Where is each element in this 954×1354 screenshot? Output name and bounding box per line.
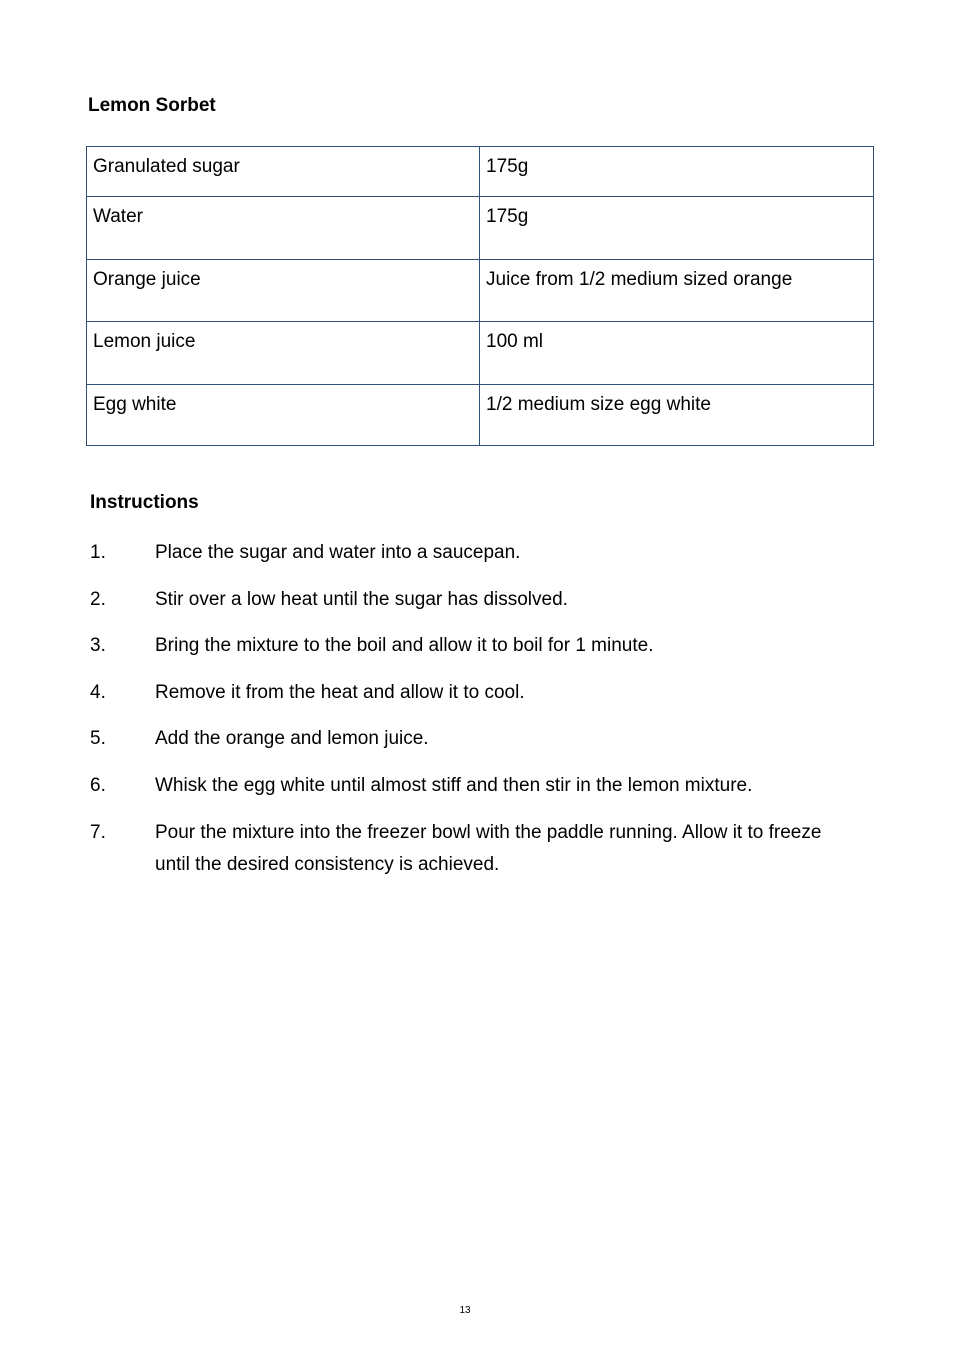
ingredient-amount: 1/2 medium size egg white — [480, 385, 874, 446]
step-number: 1. — [90, 542, 106, 563]
list-item — [90, 817, 860, 881]
table-row — [87, 260, 874, 322]
step-number: 7. — [90, 821, 106, 843]
step-number: 6. — [90, 774, 106, 796]
ingredient-amount: 175g — [480, 197, 874, 260]
step-text: Pour the mixture into the freezer bowl with the paddle running. Allow it to freeze until the desired consistency is achieved. — [155, 821, 822, 875]
step-number: 4. — [90, 681, 106, 703]
list-item — [90, 630, 860, 662]
list-item — [90, 537, 860, 569]
page-number: 13 — [459, 1305, 471, 1316]
ingredient-amount: Juice from 1/2 medium sized orange — [480, 260, 874, 322]
list-item — [90, 677, 860, 709]
table-row — [87, 147, 874, 197]
ingredient-name: Water — [87, 197, 480, 260]
list-item — [90, 723, 860, 755]
ingredient-amount: 175g — [480, 147, 874, 197]
ingredient-name: Orange juice — [87, 260, 480, 322]
ingredients-table — [86, 146, 874, 446]
recipe-title: Lemon Sorbet — [88, 95, 216, 116]
step-text: Place the sugar and water into a saucepan. — [155, 542, 521, 563]
step-number: 5. — [90, 728, 106, 750]
step-text: Add the orange and lemon juice. — [155, 728, 429, 750]
instructions-heading: Instructions — [90, 492, 199, 513]
ingredient-name: Granulated sugar — [87, 147, 480, 197]
step-text: Remove it from the heat and allow it to cool. — [155, 681, 525, 703]
ingredient-name: Lemon juice — [87, 322, 480, 385]
step-number: 3. — [90, 635, 106, 657]
instructions-list — [90, 537, 860, 895]
list-item — [90, 770, 860, 802]
ingredient-amount: 100 ml — [480, 322, 874, 385]
step-text: Stir over a low heat until the sugar has dissolved. — [155, 588, 568, 610]
step-number: 2. — [90, 588, 106, 610]
table-row — [87, 322, 874, 385]
table-row — [87, 385, 874, 446]
step-text: Whisk the egg white until almost stiff and then stir in the lemon mixture. — [155, 774, 753, 796]
ingredient-name: Egg white — [87, 385, 480, 446]
step-text: Bring the mixture to the boil and allow it to boil for 1 minute. — [155, 635, 654, 657]
list-item — [90, 584, 860, 616]
table-row — [87, 197, 874, 260]
